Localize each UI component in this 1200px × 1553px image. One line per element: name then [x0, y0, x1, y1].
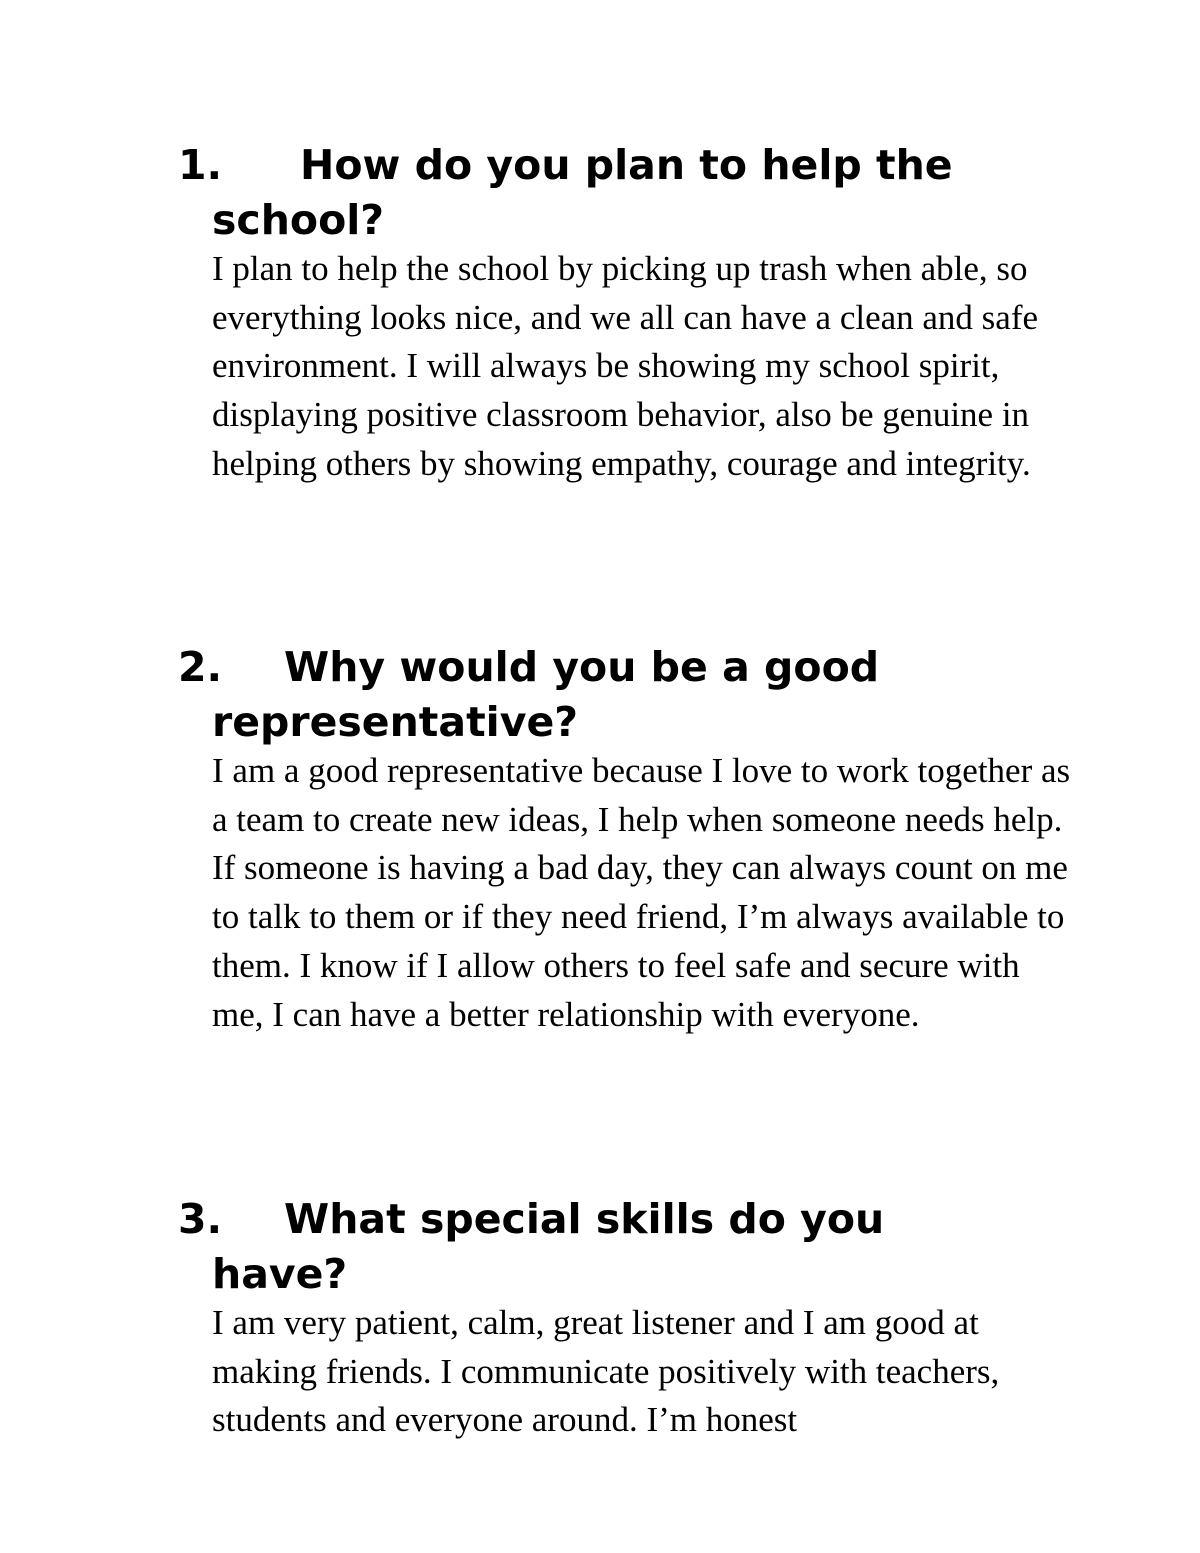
question-section-2: [0, 640, 1200, 1039]
answer-paragraph: I am very patient, calm, great listener and I am good at making friends. I communicate positively with teachers, students and everyone around. I’m honest: [212, 1303, 1000, 1440]
question-text: How do you plan to help the school?: [212, 141, 953, 244]
question-heading: [0, 138, 1200, 248]
question-heading: [0, 1192, 1200, 1302]
question-text: What special skills do you have?: [212, 1195, 885, 1298]
question-section-3: [0, 1192, 1200, 1445]
question-number: 1.: [178, 141, 223, 189]
answer-paragraph: I am a good representative because I love to work together as a team to create new ideas, I help when someone needs help. If someone is having a bad day, they can always count on me to talk to them or if they need friend, I’m always available to them. I know if I allow others to feel safe and secure with me, I can have a better relationship with everyone.: [212, 751, 1071, 1034]
question-text: Why would you be a good representative?: [212, 643, 880, 746]
question-heading: [0, 640, 1200, 750]
answer-paragraph: I plan to help the school by picking up trash when able, so everything looks nice, and we all can have a clean and safe environment. I will always be showing my school spirit, displaying positive classroom behavior, also be genuine in helping others by showing empathy, courage and integrity.: [212, 249, 1039, 483]
question-section-1: [0, 138, 1200, 489]
question-number: 3.: [178, 1195, 223, 1243]
question-number: 2.: [178, 643, 223, 691]
